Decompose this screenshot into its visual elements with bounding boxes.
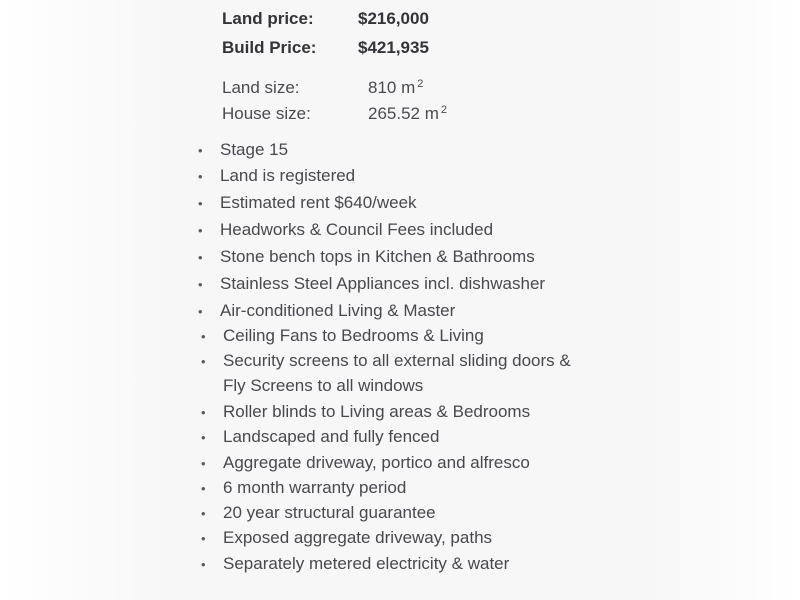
land-price-value: $216,000 [358, 9, 429, 28]
bullet-icon: • [198, 250, 203, 265]
house-size-value [368, 104, 447, 124]
feature-text-continuation: Fly Screens to all windows [223, 376, 424, 395]
list-item [201, 402, 530, 422]
bullet-icon: • [201, 481, 206, 496]
bullet-icon: • [201, 354, 206, 369]
land-price-label: Land price: [222, 9, 314, 28]
list-item [201, 427, 439, 447]
house-size-label: House size: [222, 104, 311, 123]
list-item [198, 301, 455, 321]
feature-text: Exposed aggregate driveway, paths [223, 528, 493, 547]
bullet-icon: • [201, 430, 206, 445]
list-item [201, 478, 406, 498]
list-item [201, 528, 492, 548]
land-size-number: 810 m [368, 78, 416, 97]
land-size-label: Land size: [222, 78, 300, 97]
list-item [201, 351, 571, 371]
bullet-icon: • [201, 506, 206, 521]
bullet-icon: • [201, 531, 206, 546]
bullet-icon: • [201, 456, 206, 471]
list-item [201, 503, 436, 523]
feature-text: Headworks & Council Fees included [220, 220, 494, 239]
bullet-icon: • [198, 277, 203, 292]
list-item [198, 274, 545, 294]
feature-text: Roller blinds to Living areas & Bedrooms [223, 402, 531, 421]
feature-text: Stainless Steel Appliances incl. dishwasher [220, 274, 546, 293]
feature-text: 6 month warranty period [223, 478, 407, 497]
feature-text: Land is registered [220, 166, 356, 185]
feature-text: Air-conditioned Living & Master [220, 301, 456, 320]
list-item [198, 220, 493, 240]
list-item [198, 247, 535, 267]
list-item [201, 326, 484, 346]
feature-text: Estimated rent $640/week [220, 193, 417, 212]
feature-text: Security screens to all external sliding doors & [223, 351, 571, 370]
bullet-icon: • [198, 304, 203, 319]
house-size-number: 265.52 m [368, 104, 439, 123]
bullet-icon: • [201, 557, 206, 572]
list-item [198, 193, 417, 213]
list-item [201, 554, 509, 574]
bullet-icon: • [201, 405, 206, 420]
feature-text: Ceiling Fans to Bedrooms & Living [223, 326, 484, 345]
list-item [201, 453, 530, 473]
bullet-icon: • [198, 169, 203, 184]
feature-text: Aggregate driveway, portico and alfresco [223, 453, 530, 472]
house-size-unit-superscript: 2 [440, 104, 448, 116]
feature-text: Stone bench tops in Kitchen & Bathrooms [220, 247, 535, 266]
feature-text: 20 year structural guarantee [223, 503, 436, 522]
feature-text: Separately metered electricity & water [223, 554, 510, 573]
list-item [198, 166, 355, 186]
land-size-unit-superscript: 2 [417, 78, 424, 90]
build-price-label: Build Price: [222, 38, 317, 57]
bullet-icon: • [198, 143, 203, 158]
build-price-value: $421,935 [358, 38, 429, 57]
list-item [198, 140, 288, 160]
bullet-icon: • [198, 223, 203, 238]
bullet-icon: • [198, 196, 203, 211]
land-size-value [368, 78, 423, 98]
feature-text: Landscaped and fully fenced [223, 427, 440, 446]
bullet-icon: • [201, 329, 206, 344]
feature-text: Stage 15 [220, 140, 289, 159]
